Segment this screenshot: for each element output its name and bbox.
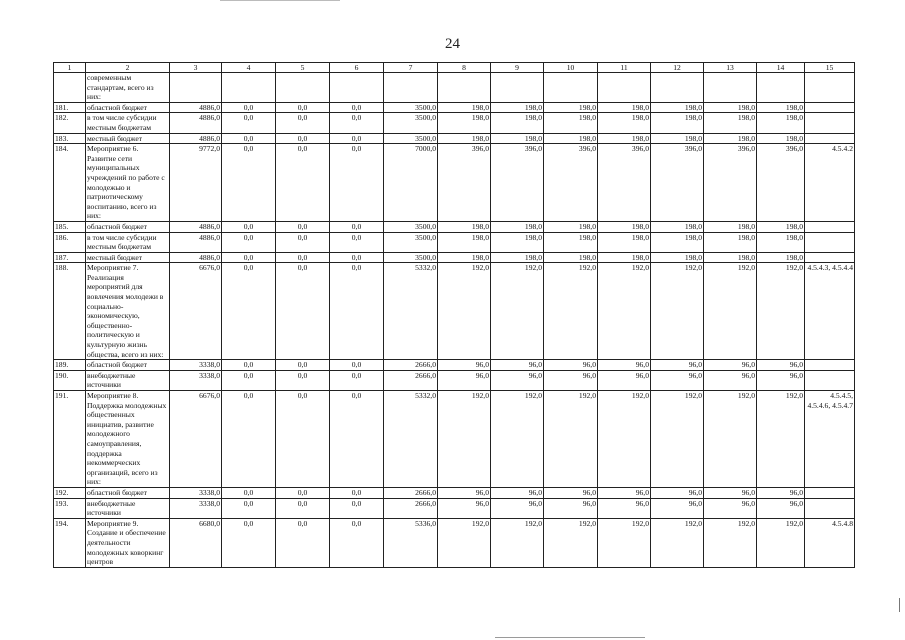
program-point-cell (805, 73, 855, 103)
value-cell: 0,0 (222, 391, 276, 488)
value-cell: 198,0 (704, 232, 757, 252)
value-cell: 3500,0 (384, 133, 438, 144)
program-point-cell: 4.5.4.2 (805, 144, 855, 222)
scan-edge-top (220, 0, 340, 1)
value-cell: 0,0 (330, 221, 384, 232)
value-cell: 0,0 (222, 232, 276, 252)
table-row (54, 252, 855, 263)
value-cell: 198,0 (544, 221, 598, 232)
table-row (54, 391, 855, 488)
value-cell: 96,0 (544, 370, 598, 390)
row-name: местный бюджет (86, 252, 170, 263)
value-cell: 96,0 (491, 487, 544, 498)
value-cell: 198,0 (438, 102, 491, 113)
value-cell: 96,0 (704, 370, 757, 390)
value-cell: 96,0 (438, 498, 491, 518)
column-header: 6 (330, 63, 384, 73)
row-name: современным стандартам, всего из них: (86, 73, 170, 103)
value-cell: 2666,0 (384, 487, 438, 498)
column-header: 2 (86, 63, 170, 73)
value-cell: 198,0 (704, 252, 757, 263)
value-cell: 5332,0 (384, 391, 438, 488)
column-header: 8 (438, 63, 491, 73)
value-cell: 4886,0 (170, 232, 222, 252)
value-cell: 198,0 (704, 113, 757, 133)
value-cell: 2666,0 (384, 360, 438, 371)
value-cell: 198,0 (598, 133, 651, 144)
value-cell: 0,0 (330, 144, 384, 222)
value-cell: 198,0 (651, 252, 704, 263)
program-point-cell: 4.5.4.5, 4.5.4.6, 4.5.4.7 (805, 391, 855, 488)
value-cell: 198,0 (438, 232, 491, 252)
value-cell: 198,0 (757, 252, 805, 263)
row-number: 188. (54, 263, 86, 360)
value-cell: 198,0 (544, 102, 598, 113)
value-cell: 5332,0 (384, 263, 438, 360)
value-cell: 396,0 (438, 144, 491, 222)
program-point-cell (805, 102, 855, 113)
value-cell: 198,0 (704, 221, 757, 232)
value-cell: 198,0 (757, 221, 805, 232)
value-cell: 0,0 (222, 133, 276, 144)
value-cell: 96,0 (544, 360, 598, 371)
value-cell (276, 73, 330, 103)
value-cell: 192,0 (438, 391, 491, 488)
value-cell: 198,0 (438, 252, 491, 263)
value-cell: 192,0 (757, 518, 805, 567)
value-cell: 192,0 (757, 391, 805, 488)
value-cell: 96,0 (544, 487, 598, 498)
row-number: 186. (54, 232, 86, 252)
value-cell: 96,0 (438, 370, 491, 390)
value-cell: 0,0 (222, 487, 276, 498)
value-cell: 198,0 (598, 102, 651, 113)
value-cell: 96,0 (491, 370, 544, 390)
value-cell: 192,0 (544, 518, 598, 567)
row-number (54, 73, 86, 103)
value-cell: 192,0 (598, 518, 651, 567)
value-cell: 0,0 (330, 252, 384, 263)
value-cell: 96,0 (651, 360, 704, 371)
column-header: 9 (491, 63, 544, 73)
row-name: внебюджетные источники (86, 498, 170, 518)
value-cell: 396,0 (651, 144, 704, 222)
value-cell: 3500,0 (384, 252, 438, 263)
value-cell: 96,0 (438, 487, 491, 498)
value-cell: 4886,0 (170, 133, 222, 144)
value-cell: 198,0 (598, 232, 651, 252)
value-cell: 0,0 (276, 498, 330, 518)
row-number: 189. (54, 360, 86, 371)
value-cell: 198,0 (757, 102, 805, 113)
column-header: 1 (54, 63, 86, 73)
program-point-cell (805, 370, 855, 390)
row-name: в том числе субсидии местным бюджетам (86, 232, 170, 252)
value-cell: 192,0 (544, 263, 598, 360)
value-cell: 5336,0 (384, 518, 438, 567)
value-cell: 198,0 (544, 113, 598, 133)
value-cell: 192,0 (491, 518, 544, 567)
value-cell: 96,0 (757, 370, 805, 390)
value-cell: 0,0 (222, 252, 276, 263)
column-header: 10 (544, 63, 598, 73)
value-cell: 9772,0 (170, 144, 222, 222)
value-cell (330, 73, 384, 103)
value-cell: 192,0 (704, 518, 757, 567)
value-cell: 396,0 (544, 144, 598, 222)
table-row (54, 360, 855, 371)
value-cell: 6676,0 (170, 263, 222, 360)
value-cell: 0,0 (276, 221, 330, 232)
value-cell: 0,0 (222, 498, 276, 518)
value-cell: 96,0 (491, 360, 544, 371)
column-header: 12 (651, 63, 704, 73)
row-number: 187. (54, 252, 86, 263)
value-cell: 192,0 (704, 391, 757, 488)
row-name: областной бюджет (86, 360, 170, 371)
value-cell (222, 73, 276, 103)
value-cell: 96,0 (651, 498, 704, 518)
value-cell: 0,0 (276, 391, 330, 488)
table-row (54, 73, 855, 103)
column-header: 7 (384, 63, 438, 73)
value-cell: 192,0 (491, 263, 544, 360)
scan-edge-bottom (495, 637, 645, 638)
value-cell: 198,0 (598, 113, 651, 133)
value-cell: 0,0 (330, 370, 384, 390)
table-row (54, 498, 855, 518)
table-row (54, 263, 855, 360)
value-cell: 3338,0 (170, 370, 222, 390)
value-cell: 198,0 (651, 102, 704, 113)
value-cell: 192,0 (438, 263, 491, 360)
value-cell: 198,0 (757, 133, 805, 144)
value-cell: 198,0 (491, 232, 544, 252)
row-number: 184. (54, 144, 86, 222)
row-name: местный бюджет (86, 133, 170, 144)
value-cell: 192,0 (544, 391, 598, 488)
row-number: 181. (54, 102, 86, 113)
value-cell (704, 73, 757, 103)
row-name: Мероприятие 8. Поддержка молодежных общественных инициатив, развитие молодежного самоуправления, поддержка некоммерческих организаций, всего из них: (86, 391, 170, 488)
value-cell: 96,0 (704, 498, 757, 518)
value-cell: 3500,0 (384, 221, 438, 232)
row-name: Мероприятие 7. Реализация мероприятий для вовлечения молодежи в социально-экономическую, общественно-политическую и культурную жизнь общества, всего из них: (86, 263, 170, 360)
value-cell: 0,0 (276, 232, 330, 252)
value-cell: 0,0 (330, 498, 384, 518)
value-cell: 192,0 (704, 263, 757, 360)
row-name: областной бюджет (86, 102, 170, 113)
value-cell: 4886,0 (170, 252, 222, 263)
value-cell: 396,0 (491, 144, 544, 222)
value-cell: 0,0 (222, 221, 276, 232)
budget-table (53, 62, 855, 568)
row-name: в том числе субсидии местным бюджетам (86, 113, 170, 133)
value-cell: 396,0 (704, 144, 757, 222)
value-cell: 7000,0 (384, 144, 438, 222)
program-point-cell: 4.5.4.8 (805, 518, 855, 567)
value-cell: 192,0 (651, 518, 704, 567)
value-cell: 192,0 (598, 263, 651, 360)
value-cell: 3500,0 (384, 102, 438, 113)
value-cell: 0,0 (222, 144, 276, 222)
value-cell: 0,0 (276, 370, 330, 390)
value-cell (544, 73, 598, 103)
value-cell: 198,0 (544, 133, 598, 144)
value-cell: 96,0 (757, 498, 805, 518)
column-header: 14 (757, 63, 805, 73)
value-cell: 3338,0 (170, 498, 222, 518)
row-number: 185. (54, 221, 86, 232)
table-row (54, 518, 855, 567)
value-cell: 0,0 (222, 518, 276, 567)
program-point-cell (805, 360, 855, 371)
program-point-cell (805, 487, 855, 498)
column-header: 4 (222, 63, 276, 73)
value-cell: 0,0 (276, 102, 330, 113)
row-name: Мероприятие 6. Развитие сети муниципальных учреждений по работе с молодежью и патриотическому воспитанию, всего из них: (86, 144, 170, 222)
row-number: 192. (54, 487, 86, 498)
value-cell: 198,0 (651, 232, 704, 252)
value-cell: 0,0 (222, 360, 276, 371)
value-cell: 396,0 (598, 144, 651, 222)
value-cell: 198,0 (438, 113, 491, 133)
value-cell: 96,0 (438, 360, 491, 371)
header-row (54, 63, 855, 73)
value-cell (491, 73, 544, 103)
table-row (54, 487, 855, 498)
value-cell: 96,0 (544, 498, 598, 518)
value-cell: 96,0 (704, 487, 757, 498)
page-number: 24 (445, 36, 460, 52)
row-name: областной бюджет (86, 221, 170, 232)
value-cell: 0,0 (276, 252, 330, 263)
row-number: 194. (54, 518, 86, 567)
value-cell: 2666,0 (384, 370, 438, 390)
program-point-cell (805, 133, 855, 144)
value-cell: 198,0 (491, 102, 544, 113)
value-cell: 192,0 (757, 263, 805, 360)
table-row (54, 232, 855, 252)
value-cell: 198,0 (438, 133, 491, 144)
value-cell: 198,0 (704, 102, 757, 113)
value-cell: 198,0 (491, 252, 544, 263)
value-cell: 192,0 (651, 263, 704, 360)
value-cell: 0,0 (276, 113, 330, 133)
value-cell: 0,0 (276, 360, 330, 371)
value-cell: 96,0 (651, 370, 704, 390)
column-header: 11 (598, 63, 651, 73)
row-name: областной бюджет (86, 487, 170, 498)
value-cell: 96,0 (757, 360, 805, 371)
value-cell (438, 73, 491, 103)
value-cell: 0,0 (330, 232, 384, 252)
value-cell: 3500,0 (384, 113, 438, 133)
table-row (54, 370, 855, 390)
row-number: 190. (54, 370, 86, 390)
value-cell: 198,0 (598, 252, 651, 263)
value-cell (651, 73, 704, 103)
value-cell: 4886,0 (170, 221, 222, 232)
value-cell: 4886,0 (170, 102, 222, 113)
table-row (54, 102, 855, 113)
value-cell: 6676,0 (170, 391, 222, 488)
table-row (54, 144, 855, 222)
row-number: 182. (54, 113, 86, 133)
value-cell: 96,0 (651, 487, 704, 498)
value-cell: 96,0 (598, 487, 651, 498)
value-cell: 396,0 (757, 144, 805, 222)
value-cell: 96,0 (704, 360, 757, 371)
value-cell: 198,0 (651, 113, 704, 133)
value-cell: 198,0 (491, 221, 544, 232)
program-point-cell (805, 252, 855, 263)
scan-edge-right (899, 598, 900, 612)
value-cell: 0,0 (276, 263, 330, 360)
program-point-cell (805, 232, 855, 252)
row-name: внебюджетные источники (86, 370, 170, 390)
value-cell: 3338,0 (170, 360, 222, 371)
value-cell: 198,0 (438, 221, 491, 232)
column-header: 3 (170, 63, 222, 73)
program-point-cell: 4.5.4.3, 4.5.4.4 (805, 263, 855, 360)
value-cell: 0,0 (330, 360, 384, 371)
value-cell: 0,0 (330, 102, 384, 113)
value-cell: 198,0 (757, 113, 805, 133)
value-cell: 0,0 (276, 144, 330, 222)
value-cell: 2666,0 (384, 498, 438, 518)
value-cell: 198,0 (651, 221, 704, 232)
program-point-cell (805, 498, 855, 518)
value-cell (170, 73, 222, 103)
value-cell: 0,0 (222, 102, 276, 113)
value-cell: 0,0 (330, 113, 384, 133)
value-cell: 198,0 (491, 113, 544, 133)
value-cell: 198,0 (704, 133, 757, 144)
program-point-cell (805, 113, 855, 133)
value-cell (598, 73, 651, 103)
value-cell: 0,0 (222, 370, 276, 390)
value-cell: 0,0 (330, 133, 384, 144)
value-cell: 0,0 (276, 133, 330, 144)
value-cell: 3338,0 (170, 487, 222, 498)
value-cell: 96,0 (757, 487, 805, 498)
value-cell: 96,0 (598, 360, 651, 371)
column-header: 5 (276, 63, 330, 73)
value-cell: 198,0 (544, 252, 598, 263)
value-cell: 0,0 (276, 487, 330, 498)
value-cell: 0,0 (330, 391, 384, 488)
value-cell: 198,0 (651, 133, 704, 144)
value-cell: 0,0 (276, 518, 330, 567)
table-row (54, 113, 855, 133)
value-cell: 198,0 (491, 133, 544, 144)
value-cell: 96,0 (491, 498, 544, 518)
table-row (54, 221, 855, 232)
value-cell: 0,0 (330, 518, 384, 567)
row-number: 191. (54, 391, 86, 488)
value-cell: 192,0 (651, 391, 704, 488)
value-cell: 3500,0 (384, 232, 438, 252)
column-header: 13 (704, 63, 757, 73)
value-cell: 0,0 (222, 113, 276, 133)
value-cell: 0,0 (330, 487, 384, 498)
value-cell: 192,0 (491, 391, 544, 488)
value-cell: 6680,0 (170, 518, 222, 567)
value-cell: 96,0 (598, 498, 651, 518)
column-header: 15 (805, 63, 855, 73)
value-cell: 198,0 (544, 232, 598, 252)
row-number: 193. (54, 498, 86, 518)
value-cell: 192,0 (438, 518, 491, 567)
value-cell: 192,0 (598, 391, 651, 488)
row-number: 183. (54, 133, 86, 144)
value-cell (757, 73, 805, 103)
value-cell: 96,0 (598, 370, 651, 390)
value-cell: 4886,0 (170, 113, 222, 133)
table-row (54, 133, 855, 144)
value-cell (384, 73, 438, 103)
row-name: Мероприятие 9. Создание и обеспечение деятельности молодежных коворкинг центров (86, 518, 170, 567)
value-cell: 0,0 (222, 263, 276, 360)
value-cell: 0,0 (330, 263, 384, 360)
value-cell: 198,0 (757, 232, 805, 252)
value-cell: 198,0 (598, 221, 651, 232)
program-point-cell (805, 221, 855, 232)
